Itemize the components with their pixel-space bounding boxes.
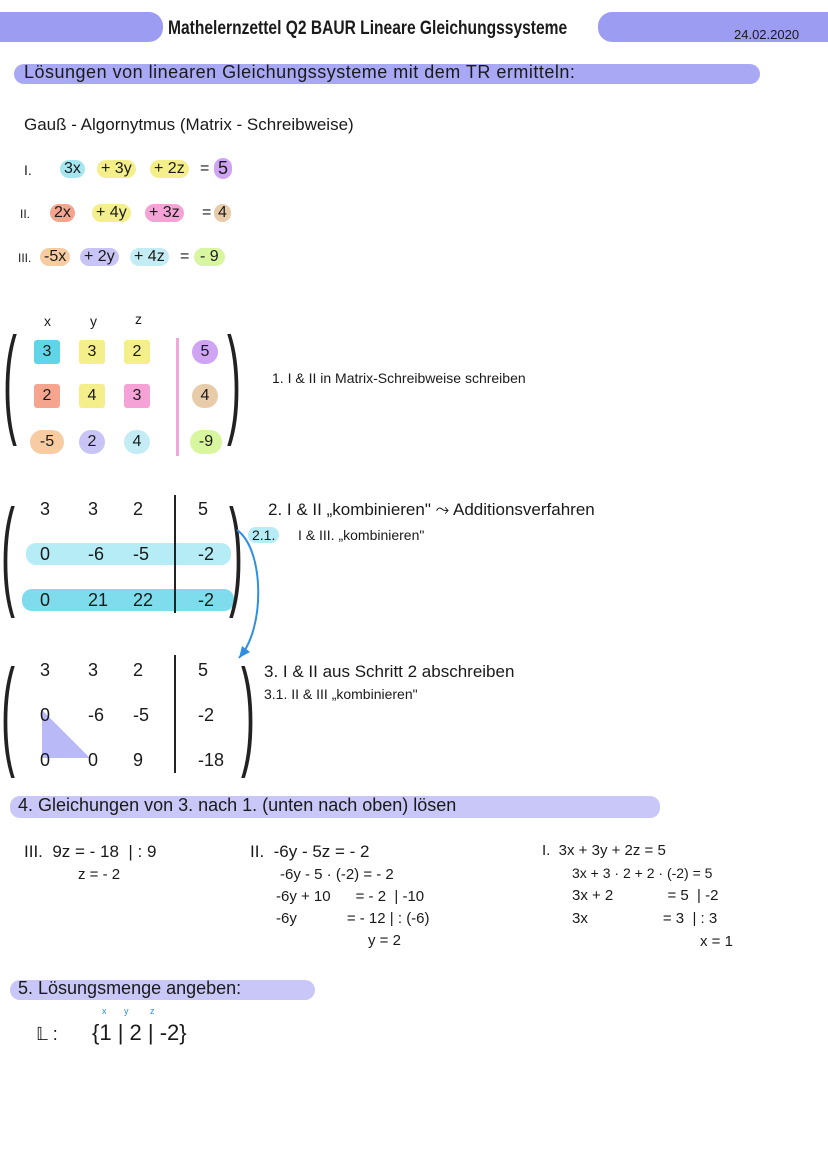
date: 24.02.2020 bbox=[734, 27, 800, 42]
solution-line: y = 2 bbox=[368, 932, 401, 949]
var-label: y bbox=[124, 1006, 129, 1016]
cell: 2 bbox=[124, 340, 150, 364]
separator bbox=[176, 338, 179, 456]
matrix-cell: 21 bbox=[88, 590, 109, 610]
cell: 4 bbox=[124, 430, 150, 454]
solution-line: -6y + 10 = - 2 | -10 bbox=[276, 888, 425, 905]
matrix-cell: 5 bbox=[198, 660, 209, 680]
cell: 3 bbox=[34, 340, 60, 364]
matrix-cell: 0 bbox=[40, 544, 51, 564]
matrix-cell: 9 bbox=[133, 750, 144, 770]
step-note: 3.1. II & III „kombinieren" bbox=[264, 686, 418, 702]
separator bbox=[174, 495, 176, 613]
var-label: x bbox=[102, 1006, 107, 1016]
matrix-cell: -6 bbox=[88, 705, 105, 725]
method-title: Gauß - Algornytmus (Matrix - Schreibweise) bbox=[24, 115, 354, 134]
right-paren: ) bbox=[226, 313, 241, 447]
cell: -9 bbox=[190, 430, 222, 454]
term: 4 bbox=[214, 204, 231, 222]
matrix-cell: 3 bbox=[88, 660, 99, 680]
step5-heading: 5. Lösungsmenge angeben: bbox=[18, 978, 242, 998]
step-note: 3. I & II aus Schritt 2 abschreiben bbox=[264, 662, 515, 681]
term: = bbox=[202, 204, 212, 221]
cell: 3 bbox=[124, 384, 150, 408]
cell: 2 bbox=[79, 430, 105, 454]
separator bbox=[174, 655, 176, 773]
matrix-cell: 2 bbox=[133, 499, 144, 519]
step-note: 1. I & II in Matrix-Schreibweise schreiben bbox=[272, 370, 526, 386]
solution-line: III. 9z = - 18 | : 9 bbox=[24, 842, 157, 861]
left-paren: ( bbox=[0, 645, 15, 779]
solution-line: z = - 2 bbox=[78, 866, 121, 883]
solution-line: 3x = 3 | : 3 bbox=[572, 910, 718, 927]
col-header: y bbox=[90, 313, 97, 329]
cell: 4 bbox=[79, 384, 105, 408]
solution-line: II. -6y - 5z = - 2 bbox=[250, 842, 370, 861]
term: -5x bbox=[40, 248, 70, 266]
col-header: z bbox=[135, 311, 142, 327]
matrix-cell: 0 bbox=[88, 750, 99, 770]
matrix-cell: 22 bbox=[133, 590, 154, 610]
section-heading: Lösungen von linearen Gleichungssysteme mit dem TR ermitteln: bbox=[24, 62, 576, 82]
matrix-cell: -5 bbox=[133, 544, 150, 564]
matrix-cell: -5 bbox=[133, 705, 150, 725]
matrix-cell: 3 bbox=[88, 499, 99, 519]
col-header: x bbox=[44, 313, 51, 329]
term: + 4z bbox=[130, 248, 169, 266]
matrix-cell: 0 bbox=[40, 750, 51, 770]
cell: 4 bbox=[192, 384, 218, 408]
term: = bbox=[200, 160, 210, 177]
eq-label: I. bbox=[24, 162, 32, 178]
matrix-cell: -2 bbox=[198, 590, 215, 610]
matrix-cell: 0 bbox=[40, 705, 51, 725]
term: 5 bbox=[214, 158, 232, 179]
matrix-cell: 0 bbox=[40, 590, 51, 610]
solution-set: {1 | 2 | -2} bbox=[92, 1020, 187, 1045]
term: + 4y bbox=[92, 204, 131, 222]
solution-line: x = 1 bbox=[700, 933, 733, 950]
term: + 3y bbox=[97, 160, 136, 178]
term: + 2z bbox=[150, 160, 189, 178]
step-note: I & III. „kombinieren" bbox=[298, 527, 425, 543]
solution-line: I. 3x + 3y + 2z = 5 bbox=[542, 842, 666, 859]
matrix-cell: -18 bbox=[198, 750, 225, 770]
right-paren: ) bbox=[228, 485, 243, 619]
step4-heading: 4. Gleichungen von 3. nach 1. (unten nach oben) lösen bbox=[18, 795, 457, 815]
eq-label: II. bbox=[20, 207, 31, 221]
left-paren: ( bbox=[0, 485, 15, 619]
solution-line: -6y = - 12 | : (-6) bbox=[276, 910, 430, 927]
cell: -5 bbox=[30, 430, 64, 454]
term: 2x bbox=[50, 204, 75, 222]
left-paren: ( bbox=[2, 313, 17, 447]
page-title: Mathelernzettel Q2 BAUR Lineare Gleichungssysteme bbox=[168, 18, 568, 39]
cell: 5 bbox=[192, 340, 218, 364]
step-note: 2. I & II „kombinieren" ⤳ Additionsverfahren bbox=[268, 500, 595, 519]
cell: 2 bbox=[34, 384, 60, 408]
term: + 2y bbox=[80, 248, 119, 266]
var-label: z bbox=[150, 1006, 155, 1016]
solution-line: -6y - 5 · (-2) = - 2 bbox=[280, 866, 394, 883]
matrix-cell: 2 bbox=[133, 660, 144, 680]
solution-line: 3x + 3 · 2 + 2 · (-2) = 5 bbox=[572, 865, 713, 881]
matrix-cell: -2 bbox=[198, 705, 215, 725]
term: 3x bbox=[60, 160, 85, 178]
solution-line: 3x + 2 = 5 | -2 bbox=[572, 887, 719, 904]
right-paren: ) bbox=[240, 645, 255, 779]
matrix-cell: 5 bbox=[198, 499, 209, 519]
cell: 3 bbox=[79, 340, 105, 364]
matrix-cell: 3 bbox=[40, 660, 51, 680]
matrix-cell: -6 bbox=[88, 544, 105, 564]
header-band-left bbox=[0, 12, 163, 42]
matrix-cell: -2 bbox=[198, 544, 215, 564]
step-number: 2.1. bbox=[248, 527, 279, 543]
eq-label: III. bbox=[18, 251, 32, 265]
term: - 9 bbox=[194, 248, 225, 266]
term: = bbox=[180, 248, 190, 265]
term: + 3z bbox=[145, 204, 184, 222]
matrix-cell: 3 bbox=[40, 499, 51, 519]
solution-set-symbol: 𝕃 : bbox=[36, 1024, 58, 1044]
